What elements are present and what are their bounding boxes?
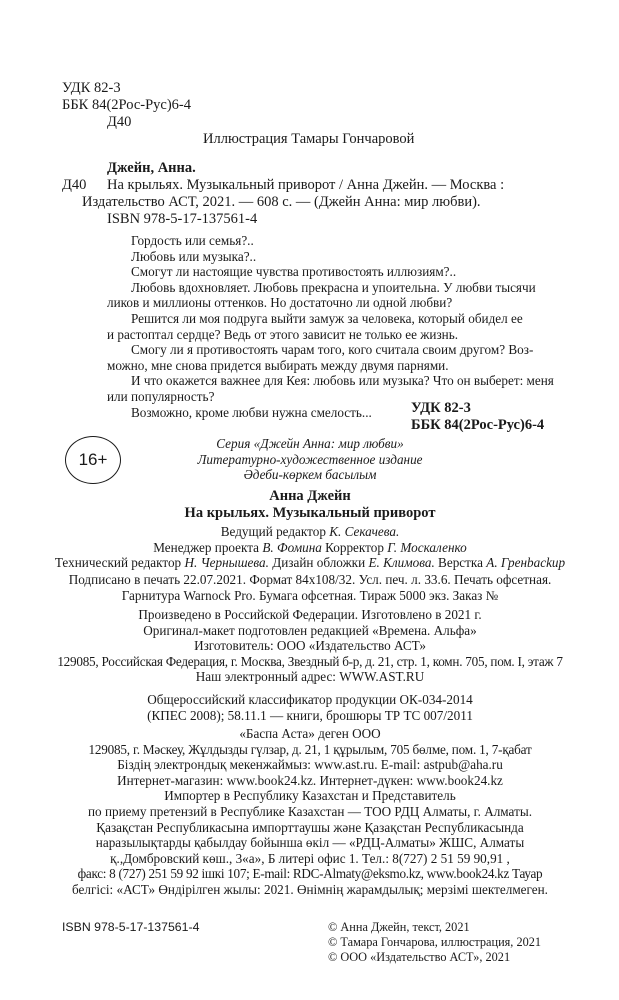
annotation-line: Решится ли моя подруга выйти замуж за человека, который обидел ее <box>131 310 523 326</box>
staff-name: Г. Москаленко <box>387 539 467 555</box>
kz-line: Қазақстан Республикасына импорттаушы және Қазақстан Республикасында <box>96 819 524 835</box>
classification-udk: УДК 82-3 <box>411 400 471 416</box>
staff-name: Н. Чернышева. <box>184 555 269 571</box>
production-line: 129085, Российская Федерация, г. Москва, Звездный б-р, д. 21, стр. 1, комн. 705, пом. I, этаж 7 <box>57 653 563 669</box>
annotation-line: Любовь или музыка?.. <box>131 248 257 264</box>
title-author: Анна Джейн <box>269 488 351 504</box>
print-block <box>40 572 580 603</box>
production-line: Оригинал-макет подготовлен редакцией «Времена. Альфа» <box>143 622 477 638</box>
staff-label: Менеджер проекта <box>153 539 263 555</box>
kz-line: «Баспа Аста» деген ООО <box>239 726 381 741</box>
kz-line: белгісі: «АСТ» Өндірілген жылы: 2021. Өнімнің жарамдылық; мерзімі шектелмеген. <box>72 881 548 897</box>
staff-label: Ведущий редактор <box>220 524 330 539</box>
staff-name: В. Фомина <box>262 539 322 555</box>
footer-isbn: ISBN 978-5-17-137561-4 <box>62 920 200 934</box>
annotation-line: Любовь вдохновляет. Любовь прекрасна и упоительна. У любви тысячи <box>131 279 536 295</box>
bib-isbn: ISBN 978-5-17-137561-4 <box>107 211 258 227</box>
staff-name: А. Гренbackup <box>486 555 566 571</box>
production-line: Произведено в Российской Федерации. Изготовлено в 2021 г. <box>138 607 482 622</box>
series-line: Әдеби-көркем басылым <box>243 467 377 483</box>
kz-line: по приему претензий в Республике Казахстан — ТОО РДЦ Алматы, г. Алматы. <box>88 803 532 819</box>
kz-line: Интернет-магазин: www.book24.kz. Интернет-дүкен: www.book24.kz <box>117 772 503 788</box>
production-block <box>40 607 580 685</box>
kz-line: Импортер в Республику Казахстан и Представитель <box>164 788 456 804</box>
okp-line: (КПЕС 2008); 58.11.1 — книги, брошюры ТР ТС 007/2011 <box>147 707 473 723</box>
annotation-line: И что окажется важнее для Кея: любовь или музыка? Что он выберет: меня <box>131 373 554 389</box>
bib-author: Джейн, Анна. <box>107 160 196 176</box>
staff-label: Технический редактор <box>54 555 185 571</box>
okp-line: Общероссийский классификатор продукции ОК-034-2014 <box>147 692 473 707</box>
staff-block <box>40 524 580 571</box>
staff-label: Верстка <box>434 555 487 571</box>
annotation-line: Смогут ли настоящие чувства противостоять иллюзиям?.. <box>131 264 457 280</box>
kz-line: Біздің электрондық мекенжаймыз: www.ast.ru. E-mail: astpub@aha.ru <box>117 757 503 773</box>
bib-line-1: На крыльях. Музыкальный приворот / Анна Джейн. — Москва : <box>107 177 505 193</box>
kz-block <box>30 726 590 898</box>
production-line: Наш электронный адрес: WWW.AST.RU <box>195 669 425 685</box>
classification-bbk: ББК 84(2Рос-Рус)6-4 <box>411 417 545 433</box>
print-line: Подписано в печать 22.07.2021. Формат 84x108/32. Усл. печ. л. 33.6. Печать офсетная. <box>68 572 552 587</box>
kz-line: факс: 8 (727) 251 59 92 ішкі 107; E-mail: RDC-Almaty@eksmo.kz, www.book24.kz Тауар <box>77 866 543 882</box>
kz-line: наразылықтарды қабылдау бойынша өкіл — «РДЦ-Алматы» ЖШС, Алматы <box>95 835 525 851</box>
annotation-line: Возможно, кроме любви нужна смелость... <box>131 404 372 420</box>
staff-name: К. Секачева. <box>329 524 400 539</box>
series-block <box>120 436 500 483</box>
copyright-line: © Тамара Гончарова, иллюстрация, 2021 <box>328 935 542 949</box>
copyright-line: © Анна Джейн, текст, 2021 <box>328 920 470 934</box>
title-block <box>120 488 500 522</box>
annotation-line: Смогу ли я противостоять чарам того, кого считала своим другом? Воз- <box>131 342 534 358</box>
annotation-line: Гордость или семья?.. <box>131 233 254 248</box>
series-line: Литературно-художественное издание <box>197 451 423 467</box>
top-bbk: ББК 84(2Рос-Рус)6-4 <box>62 97 192 113</box>
bib-mark: Д40 <box>62 177 87 193</box>
staff-line-3 <box>40 555 580 571</box>
top-author-mark: Д40 <box>107 114 132 130</box>
top-udk: УДК 82-3 <box>62 80 121 96</box>
copyright-line: © ООО «Издательство АСТ», 2021 <box>328 950 511 964</box>
staff-line-1 <box>40 524 580 540</box>
okp-block <box>40 692 580 723</box>
staff-name: Е. Климова. <box>368 555 435 571</box>
annotation <box>107 233 567 420</box>
age-rating-badge: 16+ <box>65 436 121 484</box>
annotation-line: и растоптал сердце? Ведь от этого зависит не только ее жизнь. <box>107 326 459 342</box>
illustration-credit: Иллюстрация Тамары Гончаровой <box>203 131 415 147</box>
bib-line-2: Издательство АСТ, 2021. — 608 с. — (Джейн Анна: мир любви). <box>82 194 481 210</box>
title-book: На крыльях. Музыкальный приворот <box>184 505 436 521</box>
kz-line: қ.,Домбровский көш., 3«а», Б литері офис 1. Тел.: 8(727) 2 51 59 90,91 , <box>110 850 510 866</box>
annotation-line: можно, мне снова придется выбирать между двумя парнями. <box>107 357 449 373</box>
staff-label: Дизайн обложки <box>268 555 369 571</box>
kz-line: 129085, г. Мәскеу, Жұлдызды гүлзар, д. 21, 1 құрылым, 705 бөлме, пом. 1, 7-қабат <box>88 741 532 757</box>
staff-label: Корректор <box>321 539 388 555</box>
series-line: Серия «Джейн Анна: мир любви» <box>216 436 404 451</box>
staff-line-2 <box>40 540 580 556</box>
production-line: Изготовитель: ООО «Издательство АСТ» <box>194 638 426 654</box>
annotation-line: или популярность? <box>107 388 215 404</box>
print-line: Гарнитура Warnock Pro. Бумага офсетная. Тираж 5000 экз. Заказ № <box>121 587 499 603</box>
annotation-line: ликов и миллионы оттенков. Но достаточно ли одной любви? <box>107 295 453 311</box>
